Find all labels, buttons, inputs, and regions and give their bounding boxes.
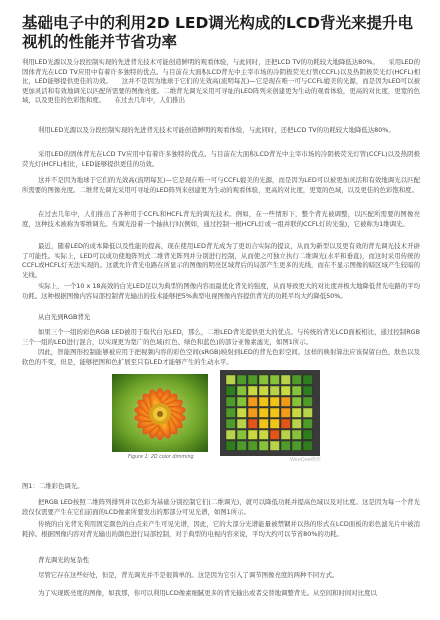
- led-cell: [292, 397, 302, 407]
- section-heading-complexity: 背光调光的复杂性: [38, 556, 90, 564]
- led-cell: [237, 386, 247, 396]
- paragraph-rgb-triplets: 如果三个一组的彩色RGB LED被用于取代白光LED，那么，二维LED背光提供更大的优点。与传统的背光LCD面板相比，通过控制RGB三个一组的LED进行混合，以实现更为宽广的色域(红色、绿色和蓝色)的部分亚像素滤光，如图1所示。: [22, 328, 420, 346]
- flower-illustration: [112, 374, 208, 452]
- led-cell: [303, 419, 313, 429]
- summary-paragraph: 利用LED光源以及分段控制实现的先进背光技术可能创造鲜明的观看体验，与此同时，还把LCD TV的功耗较大地降低达80%。 采用LED的固体背光在LCD TV应用中有着许多独特的优点。与目前在大面积LCD背光中主宰市场的冷阴极荧光灯管(CCFL)以及热阴极荧光灯(HCFL)相比，LED能够提供更佳的功效。 这并不是因为地球于它们的光效高(流明每瓦)—它是现在唯一可与CCFL媲美的光源，而是因为LED可以被更加灵活和有效地调光以匹配所需要的图像亮度。二维背光调光采用可寻址的LED阵列来创建更为生动的观看体验，更高的对比度，更宽的色域，以及更佳的色彩饱和度。 在过去几年中，人们推出: [22, 58, 420, 105]
- led-cell: [292, 430, 302, 440]
- figure-caption-text: 图1：二维彩色调光。: [22, 482, 84, 490]
- paragraph-white-backlight: 传统的白光背光利用固定颜色的白点来产生可见光谱，因此，它的大部分光谱能量被禁锢并以热的形式在LCD面板的彩色滤光片中被消耗掉。根据图像内容对背光输出的颜色进行局部控制，对于典型的电视内容来说，平均大约可以节省80%的功耗。: [22, 520, 420, 538]
- watermark-logo: WeeQee维库: [290, 457, 321, 463]
- paragraph-led-advantages: 采用LED的固体背光在LCD TV应用中有着许多独特的优点。与目前在大面积LCD背光中主宰市场的冷阴极荧光灯管(CCFL)以及热阴极荧光灯(HCFL)相比，LED能够提供更佳的功效。: [22, 150, 420, 168]
- paragraph-complexity: 尽管它存在这些好处，但是，背光调光并不是很简单的。这是因为它引入了调节图像亮度的两种不同方式。: [38, 571, 339, 579]
- paragraph-dimming-efficiency: 这并不是因为地球于它们的光效高(流明每瓦)—它是现在唯一可与CCFL媲美的光源，而是因为LED可以被更加灵活和有效地调光以匹配所需要的图像亮度。二维背光调光采用可寻址的LED阵列来创建更为生动的观看体验，更高的对比度，更宽的色域，以及更佳的色彩饱和度。: [22, 176, 420, 194]
- led-cell: [237, 397, 247, 407]
- led-cell: [237, 408, 247, 418]
- led-cell: [248, 408, 258, 418]
- led-cell: [248, 375, 258, 385]
- led-cell: [259, 386, 269, 396]
- led-cell: [270, 408, 280, 418]
- led-cell: [292, 386, 302, 396]
- led-cell: [270, 386, 280, 396]
- led-cell: [259, 430, 269, 440]
- paragraph-dimming-techniques: 在过去几年中，人们推出了各种用于CCFL和HCFL背光的调光技术。例如，在一些情形下，整个背光被调整，以匹配所需要的图像亮度，这种技术被称为零维调光。当调光沿着一个轴执行时(例如，通过控制一根HCFL灯或一组并联的CCFL灯的光强)，它被称为1维调光。: [22, 210, 420, 228]
- paragraph-color-mapping: 因此，智能图形控制能够被应用于把视频内容的彩色空间(sRGB)映射到LED的背光色彩空间。这样的映射算法应该保留白色，肤色以及软色的不变，但是，能够把图和色扩展至只有LED才能够产生的生动水平。: [22, 348, 420, 366]
- intro-paragraph: 利用LED光源以及分段控制实现的先进背光技术可能创造鲜明的观看体验，与此同时，还把LCD TV的功耗较大地降低达80%。: [38, 126, 395, 134]
- paragraph-2d-dimming: 最近，随着LED的成本降低以及性能的提高，现在使用LED背光成为了更切合实际的提议，从而为新型以及更有效的背光调光技术开辟了可能性。实际上，LED可以成功使地阵列式二维背光阵列并分别进行控制，从而使之可独立执行二维调光(水平和垂直)，而这时采用传统的CCFL或HCFL灯无法实现的。这就允许背光电路在所显示的图像的明亮区域背后的局部产生更多的光线，而在不显示图像的暗区域产生较暗的光线。: [22, 242, 420, 279]
- led-cell: [292, 441, 302, 451]
- article-title: 基础电子中的利用2D LED调光构成的LCD背光来提升电视机的性能并节省功率: [22, 14, 413, 51]
- paragraph-contrast: 实际上，一个10 x 18高效的白光LED足以为典型的图像内容而最优化背光的强度，从而导致更大的对比度并极大地降低背光电路的平均功耗。这种根据图像内容局部控制背光输出的技术能够把5%典型电视图像内容提供背光的功耗平均大约降低50%。: [22, 282, 420, 300]
- led-cell: [226, 375, 236, 385]
- led-cell: [281, 419, 291, 429]
- led-cell: [248, 397, 258, 407]
- led-cell: [270, 430, 280, 440]
- led-cell: [248, 419, 258, 429]
- led-cell: [303, 430, 313, 440]
- flower-image: [112, 374, 208, 452]
- led-cell: [226, 441, 236, 451]
- led-cell: [270, 375, 280, 385]
- led-cell: [292, 408, 302, 418]
- led-cell: [237, 430, 247, 440]
- led-cell: [226, 408, 236, 418]
- led-cell: [270, 419, 280, 429]
- led-cell: [248, 441, 258, 451]
- led-cell: [226, 419, 236, 429]
- led-cell: [281, 386, 291, 396]
- paragraph-brightness: 为了实现既亮度的图像，如我那，你可以利用LCD像素细腻更多的背光输出或者交替地调整背光。从空间和时间对比度以: [38, 589, 377, 597]
- led-cell: [303, 386, 313, 396]
- led-cell: [237, 375, 247, 385]
- led-cell: [303, 397, 313, 407]
- led-cell: [270, 441, 280, 451]
- led-cell: [237, 419, 247, 429]
- led-cell: [259, 397, 269, 407]
- led-cell: [248, 386, 258, 396]
- led-cell: [259, 408, 269, 418]
- led-cell: [292, 419, 302, 429]
- led-grid-figure: [220, 370, 320, 456]
- led-cell: [281, 430, 291, 440]
- led-cell: [226, 386, 236, 396]
- led-cell: [303, 408, 313, 418]
- led-cell: [259, 419, 269, 429]
- led-cell: [292, 375, 302, 385]
- led-cell: [259, 441, 269, 451]
- led-cell: [270, 397, 280, 407]
- led-cell: [281, 375, 291, 385]
- figure-caption: Figure 1: 2D color dimming: [128, 455, 194, 460]
- led-cell: [259, 375, 269, 385]
- led-cell: [237, 441, 247, 451]
- led-grid-illustration: [220, 370, 320, 456]
- led-cell: [303, 375, 313, 385]
- led-cell: [303, 441, 313, 451]
- section-heading-rgb: 从白光到RGB背光: [38, 313, 91, 321]
- led-cell: [226, 397, 236, 407]
- led-cell: [248, 430, 258, 440]
- led-cell: [281, 441, 291, 451]
- led-cell: [281, 408, 291, 418]
- paragraph-rgb-2d-dimming: 把RGB LED按照二维阵列排列并以色彩为基础分别控制它们(二维调光)，就可以降低功耗并提高色域以及对比度。这是因为每一个背光段仅仅需要产生在它们前面的LCD像素所要发出的那部分可见光谱，如图1所示。: [22, 498, 420, 516]
- led-cell: [281, 397, 291, 407]
- led-cell: [226, 430, 236, 440]
